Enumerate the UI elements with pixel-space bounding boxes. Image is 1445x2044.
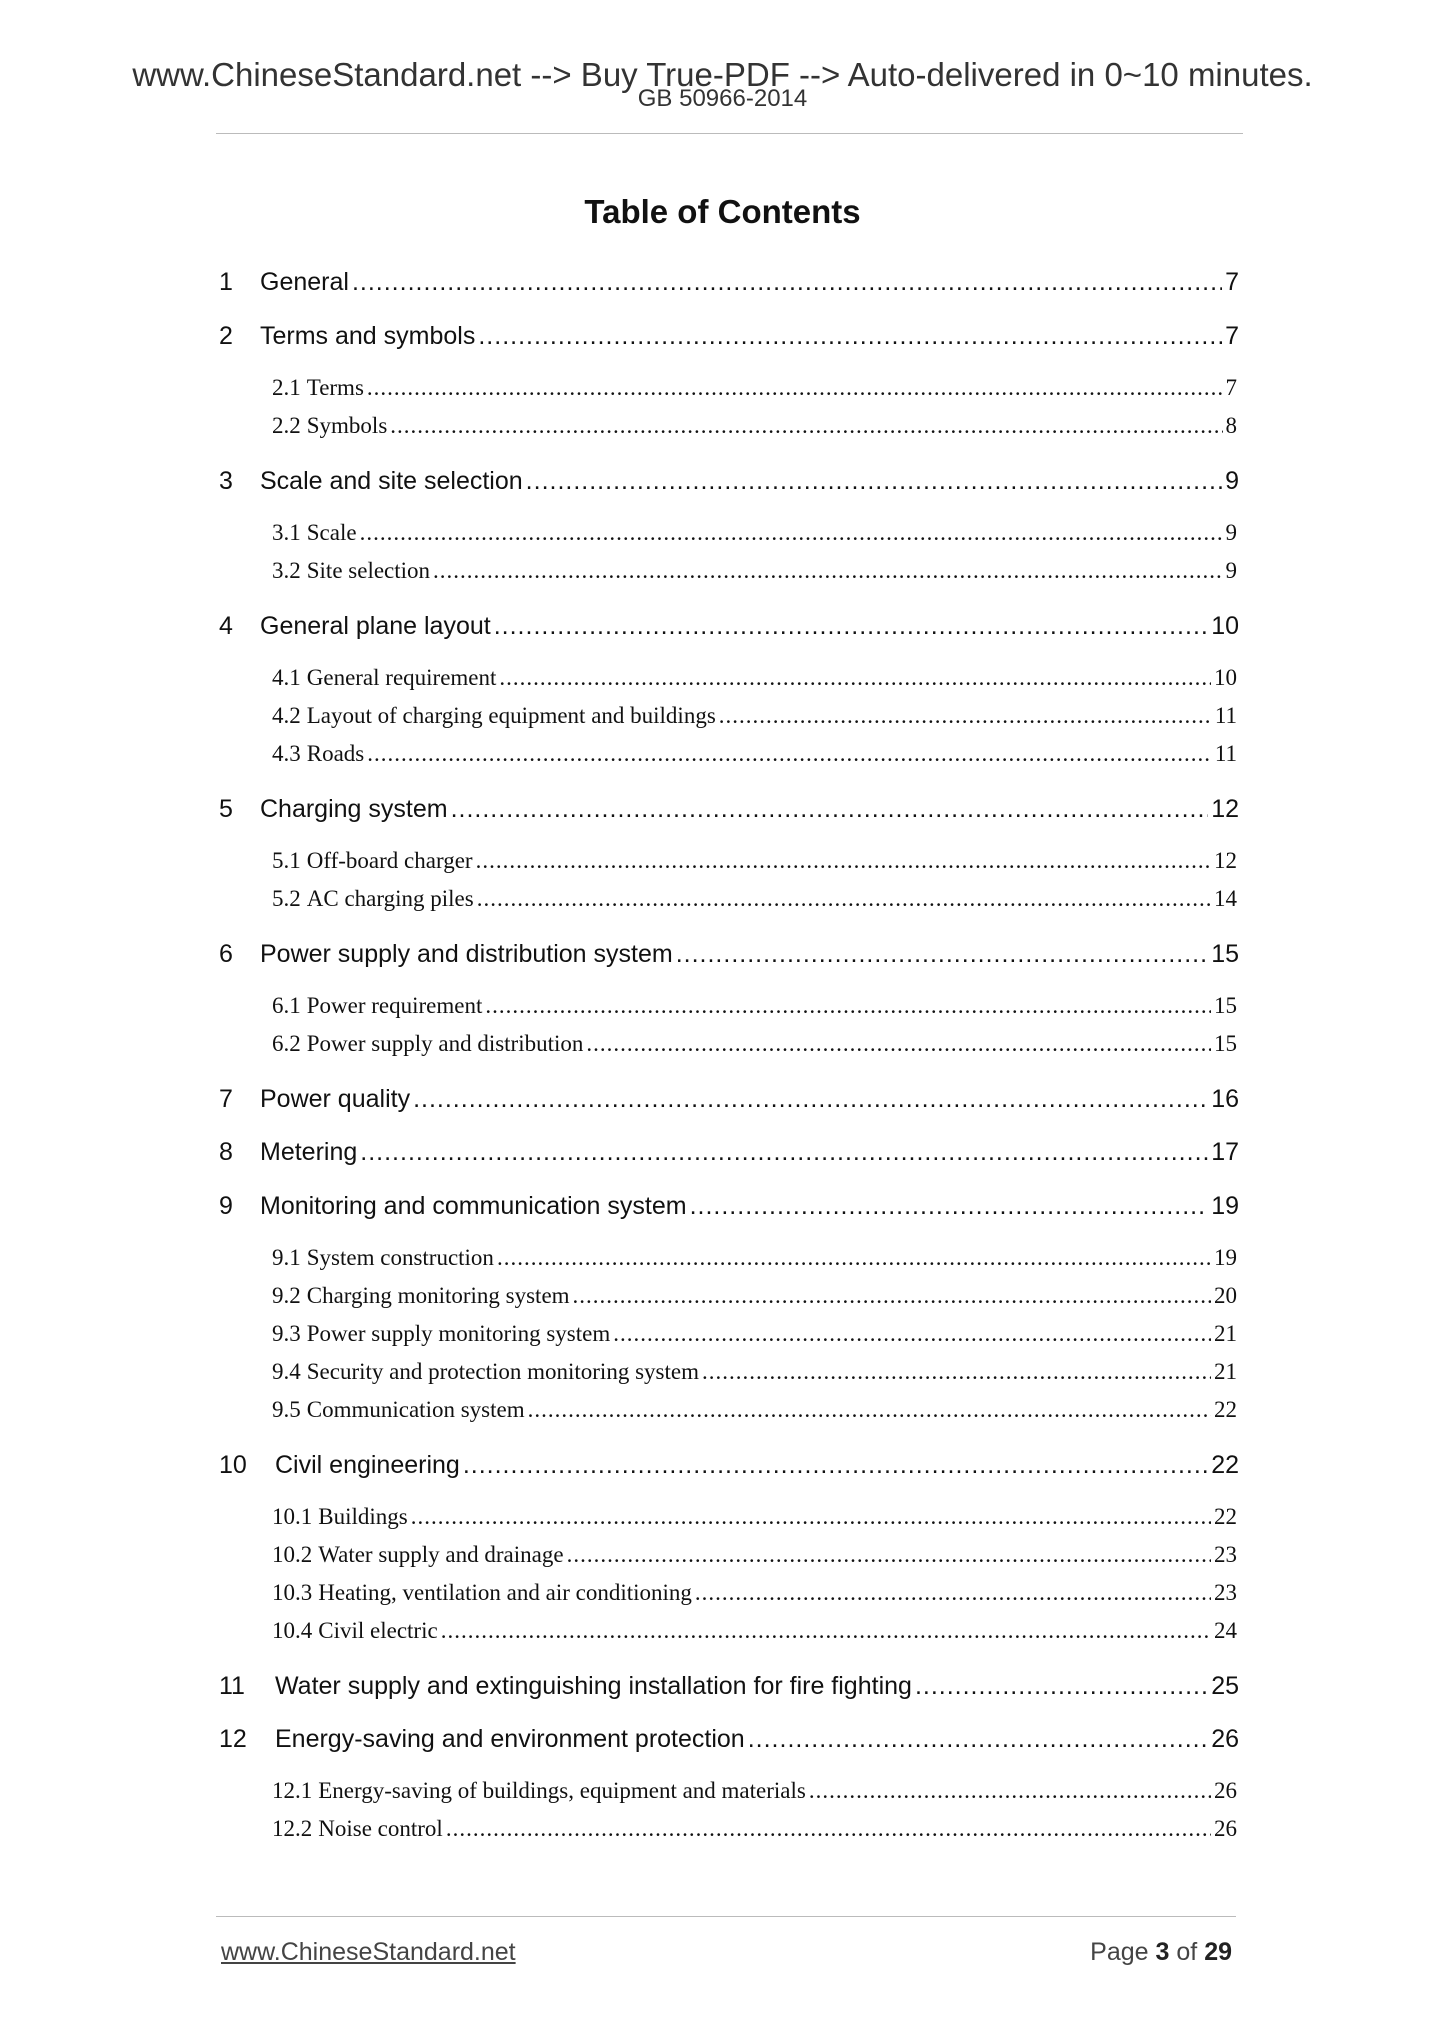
toc-entry-number: 3.2 [272,558,301,583]
toc-entry-label: Symbols [306,413,388,438]
toc-entry-number: 1 [219,268,233,296]
toc-entry-number: 11 [219,1672,245,1700]
toc-section-entry[interactable] [272,1618,1237,1648]
toc-entry-page: 11 [1214,703,1237,728]
toc-section-entry[interactable] [272,741,1237,771]
dot-leader [485,993,1211,1019]
page-current: 3 [1155,1938,1170,1966]
toc-section-entry[interactable] [272,665,1237,695]
toc-entry-page: 21 [1214,1321,1237,1346]
toc-chapter-entry[interactable] [219,268,1239,302]
dot-leader [463,1451,1208,1480]
dot-leader [613,1321,1211,1347]
toc-entry-number: 4.2 [272,703,301,728]
toc-entry-number: 9 [219,1192,233,1220]
dot-leader [526,467,1222,496]
toc-entry-number: 3.1 [272,520,301,545]
footer-divider [216,1916,1236,1917]
toc-entry-label: Charging monitoring system [306,1283,570,1308]
toc-entry-label: Water supply and drainage [318,1542,564,1567]
page-prefix: Page [1090,1938,1149,1966]
toc-entry-label: Scale and site selection [260,467,523,495]
toc-entry-label: Monitoring and communication system [260,1192,687,1220]
toc-chapter-entry[interactable] [219,1725,1239,1759]
dot-leader [360,1138,1208,1167]
toc-section-entry[interactable] [272,1245,1237,1275]
toc-entry-page: 26 [1214,1816,1237,1841]
dot-leader [446,1816,1211,1842]
toc-entry-page: 7 [1225,375,1237,400]
dot-leader [915,1672,1208,1701]
toc-entry-page: 15 [1214,1031,1237,1056]
toc-entry-label: Civil electric [318,1618,438,1643]
toc-entry-number: 12 [219,1725,247,1753]
toc-entry-page: 20 [1214,1283,1237,1308]
dot-leader [748,1725,1208,1754]
dot-leader [352,268,1222,297]
toc-entry-page: 8 [1225,413,1237,438]
dot-leader [690,1192,1209,1221]
dot-leader [413,1085,1208,1114]
toc-entry-label: Roads [306,741,365,766]
dot-leader [702,1359,1211,1385]
toc-section-entry[interactable] [272,1359,1237,1389]
toc-entry-number: 5.1 [272,848,301,873]
footer-link[interactable]: www.ChineseStandard.net [221,1938,516,1966]
toc-title: Table of Contents [584,193,861,230]
dot-leader [451,795,1209,824]
toc-entry-label: Heating, ventilation and air conditioning [318,1580,692,1605]
toc-section-entry[interactable] [272,1778,1237,1808]
toc-entry-page: 10 [1211,612,1239,640]
toc-entry-number: 2.2 [272,413,301,438]
dot-leader [719,703,1212,729]
toc-entry-label: AC charging piles [306,886,474,911]
toc-section-entry[interactable] [272,1397,1237,1427]
toc-entry-label: Off-board charger [306,848,473,873]
toc-section-entry[interactable] [272,1031,1237,1061]
dot-leader [360,520,1223,546]
footer-page-number [1090,1938,1232,1967]
toc-entry-page: 10 [1214,665,1237,690]
toc-entry-label: Power quality [260,1085,411,1113]
toc-entry-label: Charging system [260,795,448,823]
toc-chapter-entry[interactable] [219,1672,1239,1706]
toc-entry-page: 12 [1214,848,1237,873]
dot-leader [586,1031,1211,1057]
toc-section-entry[interactable] [272,703,1237,733]
toc-entry-page: 19 [1211,1192,1239,1220]
toc-entry-page: 22 [1211,1451,1239,1479]
toc-entry-page: 24 [1214,1618,1237,1643]
toc-entry-page: 15 [1214,993,1237,1018]
toc-chapter-entry[interactable] [219,940,1239,974]
toc-entry-page: 12 [1211,795,1239,823]
toc-section-entry[interactable] [272,1816,1237,1846]
dot-leader [441,1618,1211,1644]
toc-entry-label: General requirement [306,665,497,690]
toc-entry-page: 21 [1214,1359,1237,1384]
toc-chapter-entry[interactable] [219,467,1239,501]
toc-entry-page: 19 [1214,1245,1237,1270]
toc-entry-number: 4.3 [272,741,301,766]
toc-chapter-entry[interactable] [219,322,1239,356]
toc-entry-label: Power supply and distribution system [260,940,673,968]
toc-section-entry[interactable] [272,1542,1237,1572]
toc-entry-number: 8 [219,1138,233,1166]
toc-entry-number: 10 [219,1451,247,1479]
toc-entry-number: 10.2 [272,1542,313,1567]
dot-leader [478,322,1222,351]
toc-entry-page: 22 [1214,1397,1237,1422]
standard-code: GB 50966-2014 [637,85,808,112]
dot-leader [477,886,1211,912]
toc-entry-number: 3 [219,467,233,495]
toc-entry-page: 7 [1225,268,1239,296]
toc-entry-label: Security and protection monitoring system [306,1359,699,1384]
toc-entry-label: Noise control [318,1816,443,1841]
toc-section-entry[interactable] [272,1283,1237,1313]
toc-section-entry[interactable] [272,886,1237,916]
toc-entry-number: 10.1 [272,1504,313,1529]
toc-entry-number: 9.3 [272,1321,301,1346]
toc-chapter-entry[interactable] [219,1192,1239,1226]
dot-leader [497,1245,1211,1271]
toc-entry-page: 26 [1211,1725,1239,1753]
toc-entry-number: 6.1 [272,993,301,1018]
toc-chapter-entry[interactable] [219,1085,1239,1119]
toc-entry-label: Scale [306,520,357,545]
toc-chapter-entry[interactable] [219,1451,1239,1485]
toc-entry-label: Energy-saving and environment protection [275,1725,745,1753]
toc-entry-page: 22 [1214,1504,1237,1529]
toc-entry-page: 25 [1211,1672,1239,1700]
toc-entry-page: 26 [1214,1778,1237,1803]
dot-leader [809,1778,1211,1804]
toc-entry-label: General plane layout [260,612,491,640]
toc-entry-page: 17 [1211,1138,1239,1166]
toc-entry-page: 9 [1225,558,1237,583]
toc-entry-page: 14 [1214,886,1237,911]
toc-entry-label: Power supply and distribution [306,1031,584,1056]
toc-chapter-entry[interactable] [219,795,1239,829]
toc-entry-label: Terms and symbols [260,322,476,350]
dot-leader [390,413,1222,439]
toc-entry-label: Water supply and extinguishing installation for fire fighting [275,1672,912,1700]
toc-section-entry[interactable] [272,848,1237,878]
toc-entry-number: 10.4 [272,1618,313,1643]
toc-entry-number: 2.1 [272,375,301,400]
toc-entry-label: Site selection [306,558,431,583]
dot-leader [499,665,1211,691]
toc-entry-page: 23 [1214,1542,1237,1567]
toc-entry-label: Metering [260,1138,358,1166]
dot-leader [573,1283,1211,1309]
toc-entry-page: 9 [1225,520,1237,545]
top-banner[interactable]: www.ChineseStandard.net --> Buy True-PDF --> Auto-delivered in 0~10 minutes. [132,56,1313,93]
dot-leader [433,558,1222,584]
toc-entry-number: 4 [219,612,233,640]
dot-leader [567,1542,1211,1568]
page-of: of [1176,1938,1198,1966]
dot-leader [528,1397,1211,1423]
toc-entry-label: Power supply monitoring system [306,1321,611,1346]
dot-leader [676,940,1208,969]
toc-section-entry[interactable] [272,520,1237,550]
toc-section-entry[interactable] [272,1504,1237,1534]
toc-section-entry[interactable] [272,1321,1237,1351]
toc-entry-page: 16 [1211,1085,1239,1113]
toc-section-entry[interactable] [272,413,1237,443]
toc-entry-label: Buildings [318,1504,408,1529]
toc-entry-page: 15 [1211,940,1239,968]
toc-entry-page: 11 [1214,741,1237,766]
toc-entry-label: Terms [306,375,364,400]
toc-entry-number: 12.1 [272,1778,313,1803]
toc-entry-page: 23 [1214,1580,1237,1605]
toc-entry-number: 5 [219,795,233,823]
toc-entry-label: System construction [306,1245,494,1270]
dot-leader [367,375,1223,401]
toc-entry-label: Layout of charging equipment and buildings [306,703,716,728]
toc-chapter-entry[interactable] [219,1138,1239,1172]
dot-leader [411,1504,1211,1530]
toc-entry-number: 5.2 [272,886,301,911]
toc-section-entry[interactable] [272,1580,1237,1610]
toc-entry-number: 10.3 [272,1580,313,1605]
toc-entry-number: 9.2 [272,1283,301,1308]
toc-entry-page: 7 [1225,322,1239,350]
dot-leader [494,612,1208,641]
toc-section-entry[interactable] [272,993,1237,1023]
toc-entry-number: 2 [219,322,233,350]
dot-leader [476,848,1211,874]
toc-entry-number: 6 [219,940,233,968]
dot-leader [695,1580,1211,1606]
toc-entry-label: Civil engineering [275,1451,460,1479]
page-total: 29 [1204,1938,1232,1966]
toc-entry-page: 9 [1225,467,1239,495]
toc-entry-label: Communication system [306,1397,525,1422]
toc-entry-label: Energy-saving of buildings, equipment and materials [318,1778,806,1803]
toc-entry-label: General [260,268,349,296]
toc-entry-number: 9.5 [272,1397,301,1422]
toc-entry-number: 4.1 [272,665,301,690]
toc-section-entry[interactable] [272,558,1237,588]
dot-leader [367,741,1212,767]
toc-entry-number: 9.1 [272,1245,301,1270]
toc-entry-number: 9.4 [272,1359,301,1384]
toc-entry-number: 7 [219,1085,233,1113]
toc-section-entry[interactable] [272,375,1237,405]
toc-entry-number: 12.2 [272,1816,313,1841]
toc-entry-label: Power requirement [306,993,483,1018]
toc-entry-number: 6.2 [272,1031,301,1056]
toc-chapter-entry[interactable] [219,612,1239,646]
